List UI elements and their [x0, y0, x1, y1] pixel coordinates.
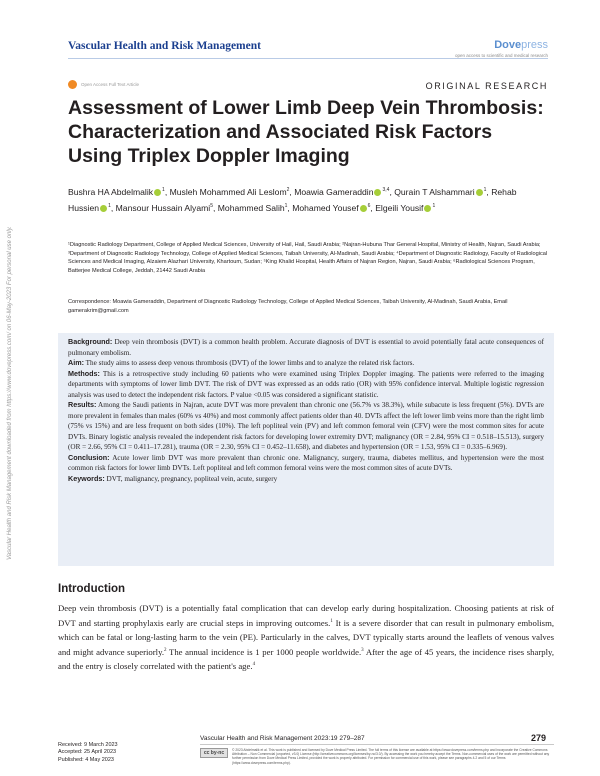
author-affiliation-mark: 1 — [284, 203, 288, 210]
author-name: Qurain T Alshammari — [394, 187, 475, 197]
open-access-text: Open Access Full Text Article — [81, 82, 139, 87]
author-affiliation-mark: 1 — [483, 187, 487, 194]
page-number: 279 — [530, 733, 546, 743]
abstract-box — [58, 333, 554, 566]
orcid-icon[interactable] — [476, 189, 483, 196]
orcid-icon[interactable] — [360, 205, 367, 212]
author-affiliation-mark: 1 — [162, 187, 165, 194]
author-name: Mansour Hussain Alyami — [115, 203, 211, 213]
accepted-date: Accepted: 25 April 2023 — [58, 749, 117, 756]
article-title: Assessment of Lower Limb Deep Vein Thrombosis: Characterization and Associated Risk Factors Using Triplex Doppler Imaging — [68, 97, 544, 167]
author-list: Bushra HA Abdelmalik $^1$, Musleh Mohammed Ali Leslom$^2$, Moawia Gameraddin $^{3,4}$, Qurain T Alshammari $^1$, Rehab Hussien $^1$, Mansour Hussain Alyami$^5$, Mohammed Salih$^1$, Mohamed Yousef $^6$, Elgeili Yousif $^1$ — [68, 187, 517, 213]
orcid-icon[interactable] — [374, 189, 381, 196]
abstract-keywords: Keywords: DVT, malignancy, pregnancy, popliteal vein, acute, surgery — [68, 473, 278, 483]
author-affiliation-mark: 5 — [210, 203, 213, 210]
journal-title: Vascular Health and Risk Management — [68, 40, 261, 52]
orcid-icon[interactable] — [100, 205, 107, 212]
author — [68, 187, 165, 197]
reference-4[interactable]: 4 — [252, 662, 256, 668]
author — [170, 187, 290, 197]
open-access-label[interactable] — [68, 80, 139, 89]
introduction-heading: Introduction — [58, 583, 126, 595]
orcid-icon[interactable] — [154, 189, 161, 196]
abstract-background: Background: Deep vein thrombosis (DVT) is a common health problem. Accurate diagnosis of DVT is essential to avoid potentially fatal acute consequences of pulmonary embolism. — [68, 337, 544, 357]
abstract-methods: Methods: This is a retrospective study including 60 patients who were examined using Triplex Doppler imaging. The patients were referred to the imaging departments with symptoms of lower limb DVT. The risk of DVT was expressed as an odds ratio (OR) with 95% confidence interval. Multiple logistic regression analysis was used to detect the independent risk factors. P value <0.05 was considered a significant statistic. — [68, 368, 544, 399]
orcid-icon[interactable] — [424, 205, 431, 212]
publisher-tagline: open access to scientific and medical research — [454, 53, 548, 58]
author-name: Mohammed Salih — [217, 203, 285, 213]
author-name: Musleh Mohammed Ali Leslom — [169, 187, 287, 197]
correspondence: Correspondence: Moawia Gameraddin, Department of Diagnostic Radiology Technology, College of Applied Medical Sciences, Taibah University, Al-Madinah, Saudi Arabia, Email gamerakrim@gmail.com — [68, 299, 508, 314]
author-affiliation-mark: 1 — [108, 203, 111, 210]
side-download-note: Vascular Health and Risk Management downloaded from https://www.dovepress.com/ on 06-May-2023 For personal use only. — [7, 226, 13, 560]
received-date: Received: 9 March 2023 — [58, 742, 118, 748]
affiliations: ¹Diagnostic Radiology Department, College of Applied Medical Sciences, University of Hail, Hail, Saudi Arabia; ²Najran-Hubuna Thar General Hospital, Ministry of Health, Najran, Saudi Arabia; ³Department of Diagnostic Radiology Technology, College of Applied Medical Sciences, Taibah University, Al-Madinah, Saudi Arabia; ⁴Department of Diagnostic Radiology, Faculty of Radiological Sciences and Medical Imaging, Alzaiem Alazhari University, Khartoum, Sudan; ⁵King Khalid Hospital, Health Affairs of Najran Region, Najran, Saudi Arabia; ⁶Radiological Sciences Program, Batterjee Medical College, Jeddah, 21442 Saudi Arabia — [68, 242, 548, 274]
author — [292, 203, 370, 213]
publisher-suffix: press — [521, 39, 548, 51]
author — [116, 203, 213, 213]
author — [218, 203, 288, 213]
author-affiliation-mark: 3,4 — [382, 187, 390, 194]
author-name: Moawia Gameraddin — [294, 187, 374, 197]
footer-dates — [58, 742, 118, 764]
reference-3[interactable]: 3 — [361, 647, 364, 653]
author — [294, 187, 389, 197]
abstract-conclusion: Conclusion: Acute lower limb DVT was more prevalent than chronic one. Malignancy, surgery, trauma, diabetes mellitus, and hypertension were the most common risk factors for lower limb DVTs. Left popliteal and left common femoral veins were the most common sites of acute DVTs. — [68, 452, 544, 472]
open-access-icon — [68, 80, 77, 89]
author-affiliation-mark: 1 — [432, 203, 436, 210]
author-affiliation-mark: 6 — [367, 203, 371, 210]
author — [394, 187, 486, 197]
publisher-logo[interactable] — [455, 39, 548, 58]
abstract-results: Results: Among the Saudi patients in Najran, acute DVT was more prevalent than chronic one (56.7% vs 38.3%), while subacute is less frequent (5%). DVTs are more prevalent in females than males (60% vs 40%) and most commonly affect patients older than 40. DVTs affect the left lower limb veins more than the right limb (75% vs 15%) and are less frequent on both sides (10%). The left popliteal vein (PV) and left common femoral vein (CFV) were the most common sites for acute DVTs. Binary logistic analysis revealed the independent risk factors for developing lower extremity DVT; malignancy (OR = 2.84, 95% CI = 0.518–15.513), surgery (OR = 2.66, 95% CI = 0.411–17.281), trauma (OR = 2.30, 95% CI = 0.452–11.658), and diabetes and hypertension (OR = 1.53, 95% CI = 0.335–6.969). — [68, 400, 544, 451]
abstract-aim: Aim: The study aims to assess deep venous thrombosis (DVT) of the lower limbs and to analyze the related risk factors. — [68, 358, 415, 367]
publisher-name: Dove — [494, 39, 522, 51]
author-name: Mohamed Yousef — [292, 203, 359, 213]
footer-journal-citation: Vascular Health and Risk Management 2023:19 279–287 — [200, 735, 365, 742]
reference-2[interactable]: 2 — [164, 647, 167, 653]
article-type: ORIGINAL RESEARCH — [425, 81, 548, 91]
license-text: © 2023 Abdelmalik et al. This work is published and licensed by Dove Medical Press Limited. The full terms of this license are available at https://www.dovepress.com/terms.php and incorporate the Creative Commons Attribution – Non Commercial (unported, v3.0) License (http://creativecommons.org/licenses/by-nc/3.0/). By accessing the work you hereby accept the Terms. Non-commercial uses of the work are permitted without any further permission from Dove Medical Press Limited, provided the work is properly attributed. For permission for commercial use of this work, please see paragraphs 4.2 and 5 of our Terms (https://www.dovepress.com/terms.php). — [232, 748, 550, 765]
reference-1[interactable]: 1 — [330, 618, 333, 624]
author-name: Rehab Hussien — [68, 187, 517, 213]
header-divider — [68, 58, 548, 59]
cc-license-badge[interactable]: cc by-nc — [200, 748, 228, 758]
author-name: Bushra HA Abdelmalik — [68, 187, 154, 197]
introduction-paragraph: Deep vein thrombosis (DVT) is a potentially fatal complication that can develop early during hospitalization. Choosing patients at risk of DVT and starting prophylaxis early are crucial steps in improving outcomes.$^1$ It is a severe disorder that can result in pulmonary embolism, which can be fatal or long-lasting harm to the vein (PE). Particularly in the calves, DVT typically starts around the leaflets of venous valves and might advance superiorly.$^2$ The annual incidence is 1 per 1000 people worldwide.$^3$ After the age of 45 years, the incidence rises sharply, and the entry is closely correlated with the patient's age.$^4$ — [58, 603, 554, 672]
author-affiliation-mark: 2 — [286, 187, 290, 194]
author — [375, 203, 435, 213]
author-name: Elgeili Yousif — [375, 203, 424, 213]
footer-divider — [200, 744, 554, 745]
published-date: Published: 4 May 2023 — [58, 756, 114, 763]
